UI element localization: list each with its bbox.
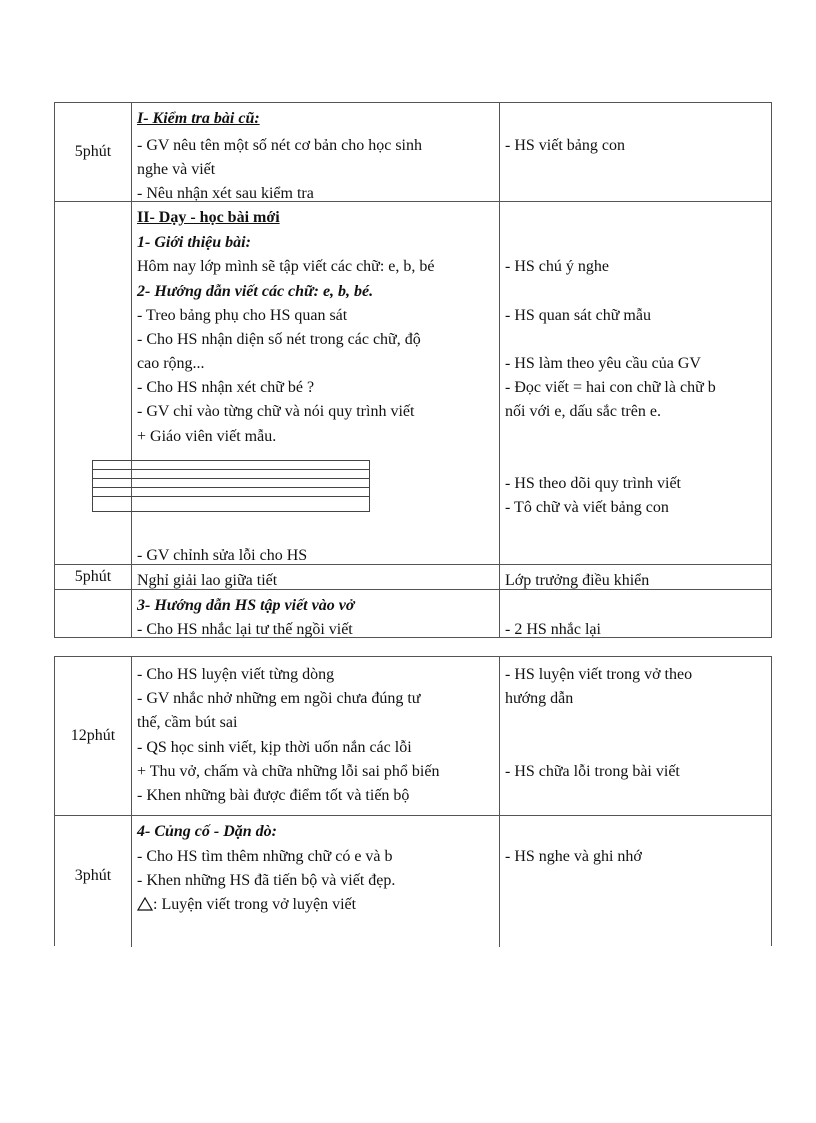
time-label: 5phút [74,143,112,160]
student-line: - Đọc viết = hai con chữ là chữ b [505,379,716,396]
teacher-line: - Cho HS tìm thêm những chữ có e và b [137,848,393,865]
teacher-line: + Thu vở, chấm và chữa những lỗi sai phổ biến [137,763,440,780]
student-activity-cell [499,816,771,947]
row-consolidation [55,815,771,947]
time-cell [55,565,132,589]
teacher-line: Nghỉ giải lao giữa tiết [137,572,278,589]
student-activity-cell [499,657,771,815]
triangle-icon [137,897,153,911]
time-label: 3phút [74,866,112,884]
student-line: - 2 HS nhắc lại [505,621,601,638]
teacher-line: Hôm nay lớp mình sẽ tập viết các chữ: e, b, bé [137,258,435,275]
teacher-line: - GV chỉnh sửa lỗi cho HS [137,547,308,564]
teacher-line-homework [137,895,356,915]
student-line: - HS luyện viết trong vở theo [505,666,693,683]
lesson-table-1 [54,102,772,638]
teacher-line: - Cho HS nhận xét chữ bé ? [137,379,315,396]
teacher-activity-cell [131,565,500,589]
teacher-line: - GV nêu tên một số nét cơ bản cho học sinh [137,137,422,154]
teacher-line: - Khen những bài được điểm tốt và tiến bộ [137,787,410,804]
student-line: - HS chú ý nghe [505,258,609,275]
homework-text: : Luyện viết trong vở luyện viết [153,896,357,913]
teacher-line: - GV nhắc nhở những em ngồi chưa đúng tư [137,690,421,707]
student-line: - HS chữa lỗi trong bài viết [505,763,680,780]
teacher-line: cao rộng... [137,355,205,372]
student-activity-cell [499,590,771,637]
lesson-table-2 [54,656,772,946]
student-line: - HS làm theo yêu cầu của GV [505,355,701,372]
teacher-line: - Treo bảng phụ cho HS quan sát [137,307,348,324]
section-heading: I- Kiểm tra bài cũ: [137,110,260,127]
teacher-line: - Cho HS nhận diện số nét trong các chữ, độ [137,331,421,348]
teacher-line: - Cho HS luyện viết từng dòng [137,666,335,683]
student-line: hướng dẫn [505,690,574,707]
teacher-activity-cell [131,816,500,947]
time-cell [55,103,132,201]
student-line: - HS nghe và ghi nhớ [505,848,642,865]
sub-heading: 3- Hướng dẫn HS tập viết vào vở [137,597,355,614]
teacher-line: thế, cầm bút sai [137,714,238,731]
teacher-line: nghe và viết [137,161,216,178]
teacher-line: - GV chỉ vào từng chữ và nói quy trình viết [137,403,415,420]
student-line: - HS viết bảng con [505,137,625,154]
student-line: - Tô chữ và viết bảng con [505,499,669,516]
sub-heading: 4- Củng cố - Dặn dò: [137,823,278,840]
teacher-line: - Khen những HS đã tiến bộ và viết đẹp. [137,872,396,889]
time-cell [55,816,132,947]
row-break [55,564,771,589]
teacher-activity-cell [131,657,500,815]
student-line: - HS quan sát chữ mẫu [505,307,651,324]
teacher-activity-cell [131,590,500,637]
sub-heading: 2- Hướng dẫn viết các chữ: e, b, bé. [137,283,374,300]
time-cell [55,657,132,815]
teacher-line: - QS học sinh viết, kịp thời uốn nắn các lỗi [137,739,412,756]
student-line: - HS theo dõi quy trình viết [505,475,681,492]
section-heading: II- Dạy - học bài mới [137,209,280,226]
student-activity-cell [499,565,771,589]
teacher-line: - Nêu nhận xét sau kiểm tra [137,185,314,202]
teacher-activity-cell [131,103,500,201]
row-review [55,103,771,201]
teacher-line: - Cho HS nhắc lại tư thế ngồi viết [137,621,353,638]
sub-heading: 1- Giới thiệu bài: [137,234,251,251]
student-activity-cell [499,202,771,564]
row-notebook-guide [55,589,771,637]
teacher-line: + Giáo viên viết mẫu. [137,428,277,445]
student-line: Lớp trưởng điều khiển [505,572,650,589]
time-label: 5phút [74,568,112,585]
time-label: 12phút [70,727,116,744]
student-activity-cell [499,103,771,201]
row-practice [55,657,771,815]
handwriting-guide-lines [92,460,370,512]
time-cell [55,590,132,637]
student-line: nối với e, dấu sắc trên e. [505,403,661,420]
